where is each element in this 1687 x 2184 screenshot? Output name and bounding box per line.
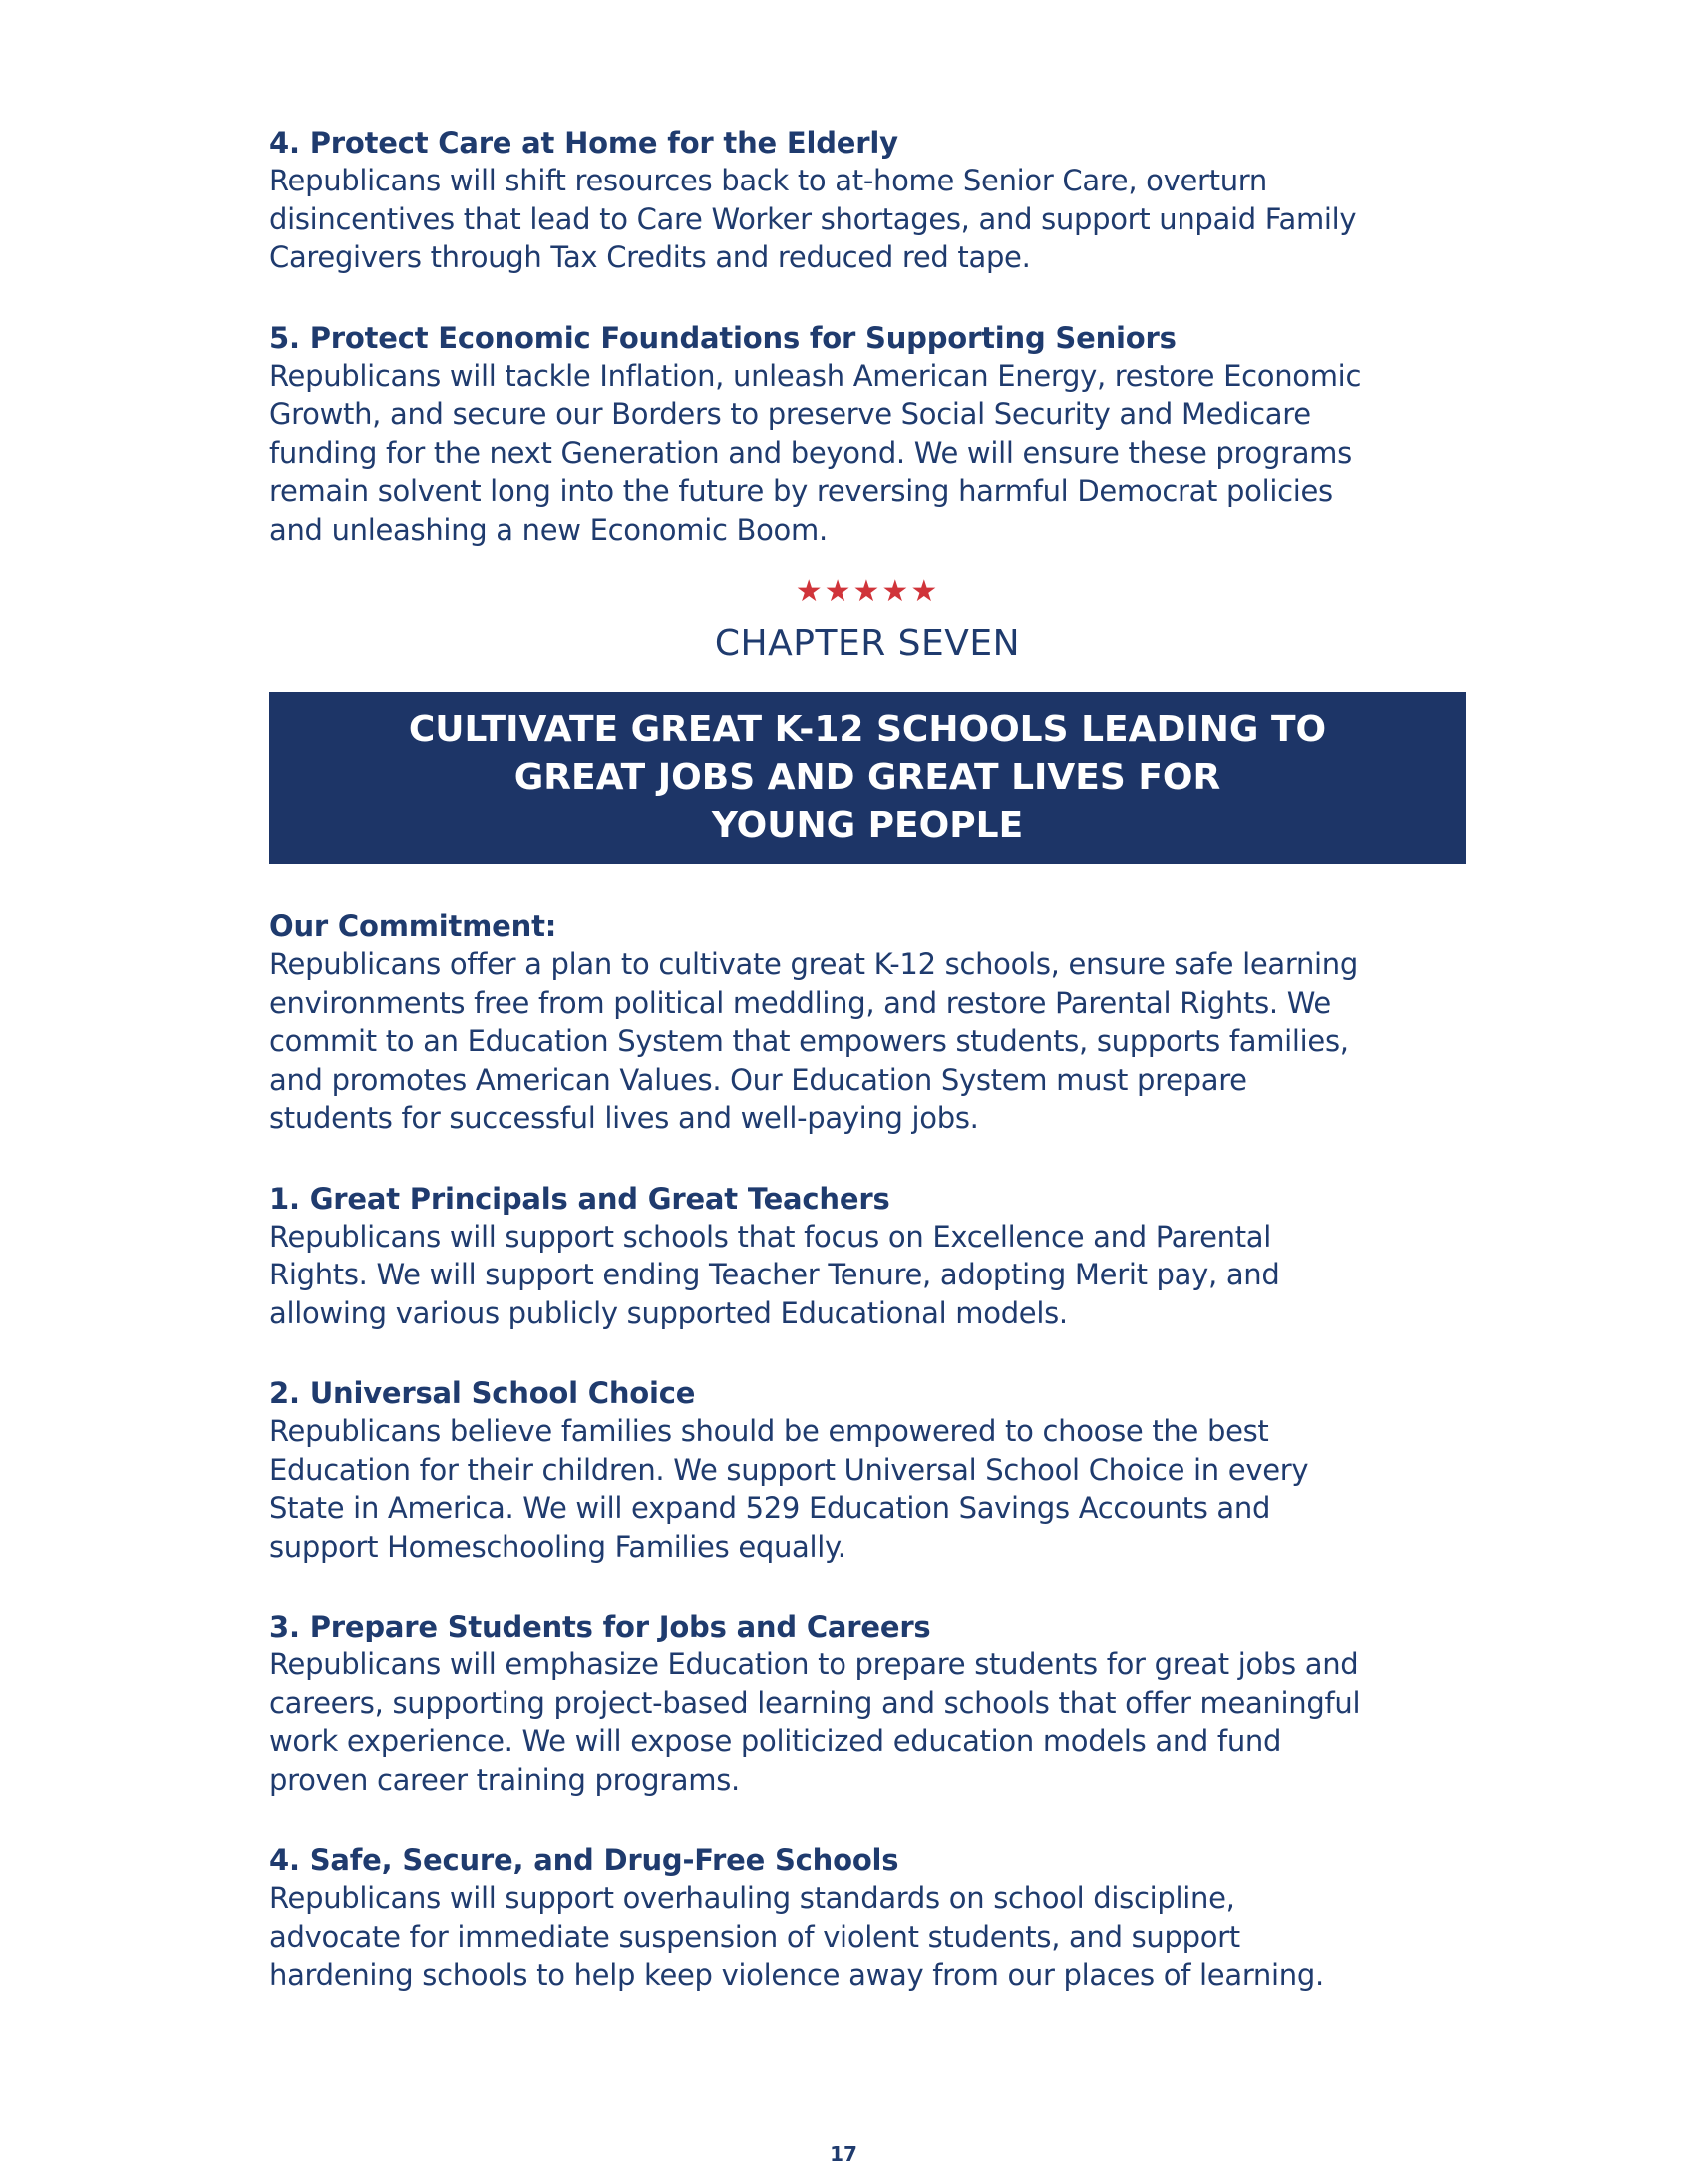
body-line: students for successful lives and well-paying jobs. bbox=[269, 1101, 979, 1135]
page-content bbox=[269, 124, 1466, 2036]
body-line: Education for their children. We support Universal School Choice in every bbox=[269, 1452, 1309, 1487]
section-universal-school-choice bbox=[269, 1374, 1466, 1566]
section-great-principals bbox=[269, 1180, 1466, 1333]
body-line: Republicans will support schools that focus on Excellence and Parental bbox=[269, 1219, 1271, 1254]
section-heading: 1. Great Principals and Great Teachers bbox=[269, 1181, 890, 1216]
section-protect-economic-foundations bbox=[269, 319, 1466, 549]
body-line: Republicans will emphasize Education to prepare students for great jobs and bbox=[269, 1647, 1359, 1681]
section-body bbox=[269, 945, 1466, 1138]
section-body bbox=[269, 1218, 1466, 1333]
chapter-title-line: GREAT JOBS AND GREAT LIVES FOR bbox=[513, 757, 1221, 798]
body-line: proven career training programs. bbox=[269, 1762, 740, 1797]
chapter-title-line: YOUNG PEOPLE bbox=[711, 805, 1024, 846]
body-line: work experience. We will expose politicized education models and fund bbox=[269, 1724, 1282, 1758]
chapter-title-line: CULTIVATE GREAT K-12 SCHOOLS LEADING TO bbox=[408, 709, 1327, 750]
body-line: careers, supporting project-based learning and schools that offer meaningful bbox=[269, 1685, 1361, 1720]
section-heading: 4. Protect Care at Home for the Elderly bbox=[269, 126, 898, 160]
body-line: allowing various publicly supported Educational models. bbox=[269, 1295, 1068, 1330]
body-line: support Homeschooling Families equally. bbox=[269, 1529, 846, 1564]
body-line: Republicans offer a plan to cultivate great K-12 schools, ensure safe learning bbox=[269, 947, 1358, 981]
body-line: remain solvent long into the future by reversing harmful Democrat policies bbox=[269, 474, 1333, 508]
body-line: environments free from political meddling, and restore Parental Rights. We bbox=[269, 985, 1331, 1020]
body-line: hardening schools to help keep violence away from our places of learning. bbox=[269, 1958, 1324, 1992]
body-line: disincentives that lead to Care Worker shortages, and support unpaid Family bbox=[269, 201, 1357, 236]
body-line: Growth, and secure our Borders to preserve Social Security and Medicare bbox=[269, 397, 1311, 431]
section-safe-schools bbox=[269, 1841, 1466, 1995]
body-line: commit to an Education System that empowers students, supports families, bbox=[269, 1024, 1349, 1058]
body-line: and promotes American Values. Our Education System must prepare bbox=[269, 1062, 1247, 1097]
section-body bbox=[269, 357, 1466, 549]
body-line: Republicans will support overhauling standards on school discipline, bbox=[269, 1881, 1235, 1915]
section-heading: Our Commitment: bbox=[269, 910, 557, 943]
body-line: Rights. We will support ending Teacher Tenure, adopting Merit pay, and bbox=[269, 1258, 1280, 1291]
body-line: State in America. We will expand 529 Education Savings Accounts and bbox=[269, 1491, 1271, 1525]
section-body bbox=[269, 1645, 1466, 1799]
chapter-title-banner bbox=[269, 692, 1466, 864]
body-line: funding for the next Generation and beyond. We will ensure these programs bbox=[269, 435, 1352, 470]
section-body bbox=[269, 1412, 1466, 1566]
section-heading: 4. Safe, Secure, and Drug-Free Schools bbox=[269, 1843, 899, 1877]
section-our-commitment bbox=[269, 908, 1466, 1138]
section-heading: 2. Universal School Choice bbox=[269, 1376, 696, 1410]
section-heading: 3. Prepare Students for Jobs and Careers bbox=[269, 1610, 931, 1643]
page-number: 17 bbox=[830, 2142, 857, 2166]
body-line: Caregivers through Tax Credits and reduced red tape. bbox=[269, 240, 1031, 274]
body-line: and unleashing a new Economic Boom. bbox=[269, 512, 828, 546]
chapter-label: CHAPTER SEVEN bbox=[714, 623, 1021, 664]
section-prepare-students bbox=[269, 1608, 1466, 1799]
body-line: Republicans will tackle Inflation, unleash American Energy, restore Economic bbox=[269, 358, 1362, 393]
body-line: Republicans believe families should be empowered to choose the best bbox=[269, 1414, 1269, 1448]
section-heading: 5. Protect Economic Foundations for Supporting Seniors bbox=[269, 320, 1177, 355]
section-body bbox=[269, 162, 1466, 277]
star-divider-icon: ★★★★★ bbox=[795, 575, 940, 608]
body-line: advocate for immediate suspension of violent students, and support bbox=[269, 1919, 1240, 1954]
section-body bbox=[269, 1879, 1466, 1995]
body-line: Republicans will shift resources back to at-home Senior Care, overturn bbox=[269, 164, 1267, 197]
section-protect-care-at-home bbox=[269, 124, 1466, 277]
